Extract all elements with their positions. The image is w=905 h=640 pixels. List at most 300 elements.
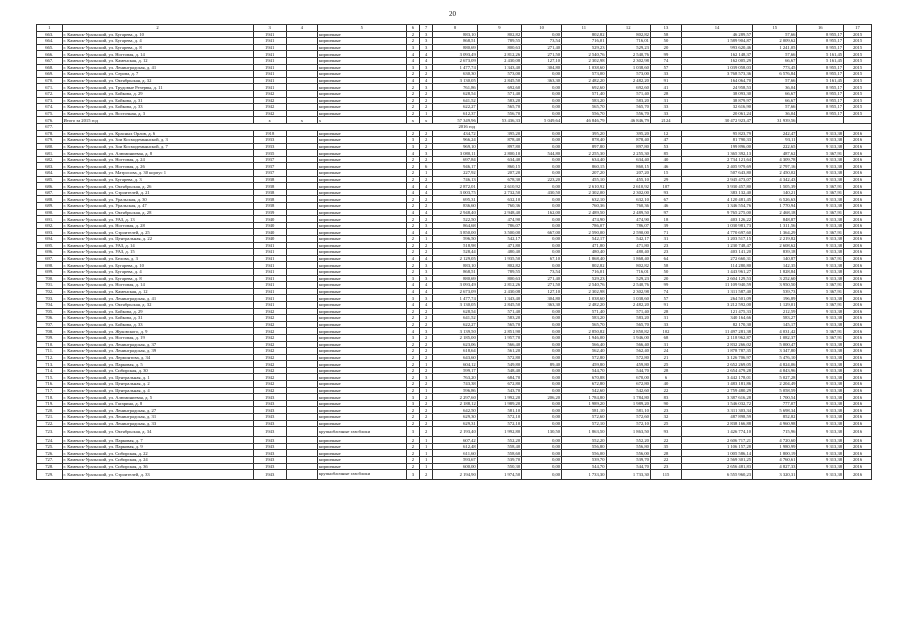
table-cell: 6 (650, 374, 681, 381)
table-cell: 40 (650, 156, 681, 163)
table-cell: 2016 (844, 203, 872, 210)
table-cell: 2016 (844, 470, 872, 480)
table-cell: 573,00 (606, 71, 650, 78)
table-cell: 2 (420, 470, 433, 480)
table-cell: 0,00 (522, 143, 562, 150)
table-cell: г. Каменск-Уральский, ул. Ленинградская, д. 33 (62, 420, 253, 427)
table-cell: 1943 (253, 420, 286, 427)
table-cell: 0,00 (522, 104, 562, 111)
table-cell: 5 367,91 (797, 255, 844, 262)
table-cell: 5 049,64 (522, 117, 562, 124)
table-cell: 2016 (844, 427, 872, 437)
table-cell: 1 946,00 (606, 334, 650, 341)
column-number-header: 9 (477, 25, 521, 32)
table-row (37, 176, 872, 183)
table-cell: 33 (650, 104, 681, 111)
table-cell: 2 450,02 (753, 170, 797, 177)
table-cell: 20 (650, 44, 681, 51)
table-cell: 363,30 (522, 77, 562, 84)
table-cell: кирпичные (317, 170, 406, 177)
table-cell (286, 110, 317, 117)
table-cell: 1941 (253, 275, 286, 282)
table-cell: кирпичные (317, 84, 406, 91)
table-cell: 1 (420, 457, 433, 464)
table-cell: г. Каменск-Уральский, ул. Ногтовая, д. 26 (62, 163, 253, 170)
table-cell: 1 868,40 (562, 255, 606, 262)
table-cell: 474,90 (562, 216, 606, 223)
table-cell: 556,70 (606, 110, 650, 117)
table-cell: 897,80 (477, 143, 521, 150)
column-number-header: 13 (650, 25, 681, 32)
table-cell: 2 604 129,53 (682, 275, 753, 282)
table-cell (286, 170, 317, 177)
table-cell: г. Каменск-Уральский, ул. Октябрьская, д. 26 (62, 183, 253, 190)
table-cell: 140,21 (753, 189, 797, 196)
table-cell: 542,60 (562, 387, 606, 394)
table-cell: 1 868,40 (606, 255, 650, 262)
table-cell: 57,66 (753, 77, 797, 84)
table-cell: 1942 (253, 315, 286, 322)
table-cell: 403 126,22 (682, 216, 753, 223)
table-cell: 1941 (253, 295, 286, 302)
table-cell: 9 313,38 (797, 203, 844, 210)
column-number-header: 10 (522, 25, 562, 32)
table-cell: 2 (406, 387, 419, 394)
table-cell: 558,60 (477, 450, 521, 457)
table-row (37, 321, 872, 328)
table-cell: 641,52 (433, 97, 477, 104)
table-cell: 543,70 (477, 387, 521, 394)
table-cell: 2 (420, 348, 433, 355)
table-cell: 9 313,38 (797, 470, 844, 480)
table-cell: 700. (37, 275, 63, 282)
table-row (37, 117, 872, 124)
table-cell: 2016 (844, 361, 872, 368)
table-cell: 58 (650, 31, 681, 38)
table-cell: 622,27 (433, 321, 477, 328)
table-cell: 2 850,82 (562, 328, 606, 335)
table-cell: 1 038,60 (606, 295, 650, 302)
table-cell: 68 (650, 334, 681, 341)
table-cell: 5 161,45 (797, 77, 844, 84)
table-cell (286, 209, 317, 216)
table-cell: 2016 (844, 137, 872, 144)
table-cell: 2015 (844, 84, 872, 91)
table-cell: 340 164,66 (682, 315, 753, 322)
table-cell: 3 (420, 328, 433, 335)
table-cell: 632,10 (562, 196, 606, 203)
table-cell: кирпичные (317, 57, 406, 64)
column-number-header: 7 (420, 25, 433, 32)
table-cell: 1941 (253, 57, 286, 64)
table-cell: 1 (420, 450, 433, 457)
table-cell: 1941 (253, 71, 286, 78)
table-cell: 2 948,40 (433, 209, 477, 216)
table-cell: 695. (37, 242, 63, 249)
table-cell: 2 219,82 (753, 236, 797, 243)
table-cell: 716,01 (606, 268, 650, 275)
table-cell: кирпичные (317, 64, 406, 71)
table-cell: 4 (406, 189, 419, 196)
table-cell: 53 436,33 (477, 117, 521, 124)
table-cell: 542,60 (606, 387, 650, 394)
table-cell: г. Каменск-Уральский, ул. УАЗ, д. 14 (62, 242, 253, 249)
table-cell: 9 313,38 (797, 387, 844, 394)
table-cell: 714. (37, 367, 63, 374)
table-cell: г. Каменск-Уральский, ул. Матросова, д. 30 корпус 1 (62, 170, 253, 177)
column-number-header: 5 (317, 25, 406, 32)
table-row (37, 341, 872, 348)
table-cell: 2 (406, 97, 419, 104)
table-cell: 1941 (253, 84, 286, 91)
table-cell: 2 482,20 (562, 77, 606, 84)
table-cell: 1 589 904,87 (682, 38, 753, 45)
table-cell: 50 (650, 268, 681, 275)
table-cell: 9 313,38 (797, 400, 844, 407)
table-cell: 708. (37, 328, 63, 335)
table-cell: г. Каменск-Уральский, ул. Алюминиевая, д. 5 (62, 394, 253, 401)
table-cell: 1942 (253, 354, 286, 361)
table-cell: 692,60 (477, 84, 521, 91)
table-cell: 90 (650, 400, 681, 407)
table-cell: 2 (420, 308, 433, 315)
table-cell: 23 (650, 242, 681, 249)
table-cell: 716,01 (606, 38, 650, 45)
table-cell: 8 955,17 (797, 90, 844, 97)
table-cell: 2 (406, 443, 419, 450)
table-cell (286, 308, 317, 315)
table-cell: 66,67 (753, 97, 797, 104)
table-cell: 222,65 (753, 143, 797, 150)
table-cell: 1942 (253, 374, 286, 381)
table-cell: 206,20 (522, 394, 562, 401)
table-cell: 672. (37, 90, 63, 97)
table-cell: 672,80 (562, 381, 606, 388)
table-cell: 583,27 (753, 315, 797, 322)
table-cell: 121 475,33 (682, 308, 753, 315)
table-cell: 0,00 (522, 90, 562, 97)
table-cell: 2016 (844, 354, 872, 361)
table-cell: 5 161,45 (797, 57, 844, 64)
table-cell: 1942 (253, 381, 286, 388)
table-row (37, 414, 872, 421)
table-cell: 2016 (844, 295, 872, 302)
table-cell: 1 343,40 (477, 64, 521, 71)
table-cell: 641,52 (433, 315, 477, 322)
table-cell (797, 117, 844, 124)
table-cell: 395,20 (562, 130, 606, 137)
table-cell: 40 (650, 381, 681, 388)
table-cell: 0,00 (522, 71, 562, 78)
table-cell: 716. (37, 381, 63, 388)
table-cell: г. Каменск-Уральский, ул. Бойкова, д. 33 (62, 104, 253, 111)
table-cell: 5 027,28 (753, 374, 797, 381)
table-cell: 6 (420, 163, 433, 170)
table-cell: 565,70 (477, 104, 521, 111)
table-cell: 57,66 (753, 104, 797, 111)
table-cell (286, 156, 317, 163)
table-cell: 690. (37, 209, 63, 216)
table-cell: 572,80 (477, 354, 521, 361)
table-cell: г. Каменск-Уральский, ул. Сибирская, д. 36 (62, 463, 253, 470)
table-cell: 760,36 (606, 203, 650, 210)
table-cell: 703. (37, 295, 63, 302)
table-cell: 95 823,79 (682, 130, 753, 137)
table-cell: 704. (37, 301, 63, 308)
table-cell: 1 (420, 443, 433, 450)
table-cell: 0,00 (522, 328, 562, 335)
table-cell: 304,80 (522, 295, 562, 302)
table-cell (286, 196, 317, 203)
table-cell (286, 334, 317, 341)
table-cell: 3 387 616,28 (682, 394, 753, 401)
table-cell: 1 733,30 (562, 470, 606, 480)
table-cell: 802,82 (606, 262, 650, 269)
table-cell: 0,00 (522, 348, 562, 355)
table-cell: 223,20 (522, 176, 562, 183)
table-cell: 692,60 (562, 84, 606, 91)
table-cell: 4 031,42 (753, 328, 797, 335)
table-cell: кирпичные (317, 463, 406, 470)
table-cell: 2016 (844, 414, 872, 421)
table-cell: 993 620,46 (682, 44, 753, 51)
table-cell: 716,01 (562, 268, 606, 275)
table-cell: 58 (650, 262, 681, 269)
table-cell: 701. (37, 282, 63, 289)
table-cell: кирпичные (317, 203, 406, 210)
table-cell: кирпичные (317, 328, 406, 335)
table-row (37, 394, 872, 401)
table-cell: 9 313,38 (797, 156, 844, 163)
table-cell: 878,40 (477, 137, 521, 144)
table-cell: 2016 (844, 176, 872, 183)
table-cell (286, 255, 317, 262)
table-cell: 561,20 (477, 348, 521, 355)
table-cell: 3 (420, 295, 433, 302)
table-cell: 550,30 (477, 463, 521, 470)
table-cell: 565,70 (562, 321, 606, 328)
table-cell: 93 (650, 427, 681, 437)
table-cell: 5 367,91 (797, 183, 844, 190)
table-cell: 395,20 (606, 130, 650, 137)
table-cell: 1 784,80 (606, 394, 650, 401)
table-cell: 487,62 (753, 150, 797, 157)
table-cell: 9 313,38 (797, 348, 844, 355)
table-cell: г. Каменск-Уральский, ул. Алюминиевая, д. 8 (62, 150, 253, 157)
table-cell: 746,13 (433, 176, 477, 183)
table-cell: 0,00 (522, 242, 562, 249)
table-cell: 2 (420, 341, 433, 348)
table-cell (286, 361, 317, 368)
table-cell: 691. (37, 216, 63, 223)
table-cell: 5 367,91 (797, 189, 844, 196)
table-row (37, 71, 872, 78)
table-cell: 725. (37, 443, 63, 450)
table-cell: 2 845,50 (477, 77, 521, 84)
table-cell: 2016 (844, 400, 872, 407)
table-cell: 0,00 (522, 222, 562, 229)
table-cell: 9 313,38 (797, 275, 844, 282)
table-cell: г. Каменск-Уральский, ул. Парковая, д. 9 (62, 443, 253, 450)
table-cell: 1939 (253, 209, 286, 216)
table-cell (286, 176, 317, 183)
table-cell: Итого за 2015 год (62, 117, 253, 124)
table-cell: 162 148,37 (682, 51, 753, 58)
table-cell: 2 (420, 321, 433, 328)
table-cell: г. Каменск-Уральский, ул. Парковая, д. 7 (62, 437, 253, 444)
table-cell: 487 898,59 (682, 414, 753, 421)
table-row (37, 470, 872, 480)
table-cell: кирпичные (317, 334, 406, 341)
table-cell: г. Каменск-Уральский, ул. Ленинградская, д. 37 (62, 341, 253, 348)
table-cell: 2 (406, 321, 419, 328)
table-cell: 946,17 (433, 163, 477, 170)
table-cell: кирпичные (317, 275, 406, 282)
table-cell: 2 (406, 381, 419, 388)
table-cell: 24 958,53 (682, 84, 753, 91)
table-cell: 2 (420, 203, 433, 210)
table-cell: кирпичные (317, 457, 406, 464)
table-cell: 2 194,90 (433, 470, 477, 480)
table-cell: 271,50 (522, 51, 562, 58)
table-cell: 2016 (844, 321, 872, 328)
table-cell: г. Каменск-Уральский, ул. Гагарина, д. 8 (62, 400, 253, 407)
table-cell: 9 313,38 (797, 414, 844, 421)
table-cell (286, 420, 317, 427)
table-cell: 848,87 (753, 216, 797, 223)
table-cell: 199 896,00 (682, 143, 753, 150)
table-cell: кирпичные (317, 44, 406, 51)
table-cell: 21 (650, 354, 681, 361)
table-cell: 880,69 (433, 44, 477, 51)
table-cell: 3 (420, 222, 433, 229)
table-cell: 0,00 (522, 308, 562, 315)
table-cell: г. Каменск-Уральский, ул. Бугарева, д. 4 (62, 38, 253, 45)
table-cell: 2 (420, 130, 433, 137)
table-cell: 529,23 (606, 44, 650, 51)
table-cell: г. Каменск-Уральский, ул. Строителей, д. 21 (62, 189, 253, 196)
table-cell: 2124 (650, 117, 681, 124)
table-cell: 664. (37, 38, 63, 45)
table-cell: кирпичные (317, 156, 406, 163)
table-cell: 2 (406, 262, 419, 269)
table-cell: кирпичные (317, 315, 406, 322)
table-cell: 5 161,45 (797, 51, 844, 58)
table-cell: 723. (37, 427, 63, 437)
table-cell: крупноблочные газоблоки (317, 470, 406, 480)
table-cell: 802,82 (477, 262, 521, 269)
table-cell: 2 (420, 156, 433, 163)
table-cell: 2 (420, 315, 433, 322)
table-cell: 0,00 (522, 137, 562, 144)
table-cell: 4 (406, 150, 419, 157)
table-cell: 3 (420, 84, 433, 91)
table-cell: 2 188,12 (433, 400, 477, 407)
table-cell: 2 673,09 (433, 288, 477, 295)
table-cell: 2 482,20 (562, 301, 606, 308)
table-cell: 11 109 940,59 (682, 282, 753, 289)
table-cell: кирпичные (317, 341, 406, 348)
table-cell: 0,00 (522, 470, 562, 480)
table-cell: 4 (406, 288, 419, 295)
table-cell: 1 005 586,14 (682, 450, 753, 457)
table-cell: г. Каменск-Уральский, ул. Белова, д. 3 (62, 255, 253, 262)
table-cell: 1937 (253, 163, 286, 170)
table-cell: 860,15 (606, 163, 650, 170)
table-cell: кирпичные (317, 437, 406, 444)
table-cell: 707. (37, 321, 63, 328)
table-cell: 46 (650, 163, 681, 170)
table-cell: 53 (650, 143, 681, 150)
table-cell: г. Каменск-Уральский, ул. Строителей, д. 33 (62, 470, 253, 480)
table-cell: 2 468,18 (753, 209, 797, 216)
table-cell: 2016 (844, 163, 872, 170)
table-cell: 140,87 (753, 255, 797, 262)
table-cell: 2016 (844, 183, 872, 190)
table-cell: г. Каменск-Уральский, ул. Бугарева, д. 4 (62, 268, 253, 275)
table-row (37, 38, 872, 45)
table-cell: 518,98 (433, 242, 477, 249)
table-cell: 583,20 (477, 315, 521, 322)
column-number-header: 15 (753, 25, 797, 32)
table-cell: 3 311 303,34 (682, 407, 753, 414)
table-cell: 2016 (844, 255, 872, 262)
table-cell: 1 (420, 361, 433, 368)
table-cell (286, 394, 317, 401)
table-cell: г. Каменск-Уральский, ул. Ногтовая, д. 14 (62, 282, 253, 289)
table-cell: 9 313,38 (797, 457, 844, 464)
table-cell: 38 879,97 (682, 97, 753, 104)
table-cell: 697. (37, 255, 63, 262)
table-cell: кирпичные (317, 308, 406, 315)
table-row (37, 90, 872, 97)
table-cell: 2016 (844, 367, 872, 374)
table-cell: 0,00 (522, 97, 562, 104)
table-cell: г. Каменск-Уральский, ул. УАЗ, д. 13 (62, 216, 253, 223)
table-cell: 1942 (253, 97, 286, 104)
table-cell: 542,17 (477, 236, 521, 243)
table-cell: 33 (650, 321, 681, 328)
table-cell: 573,00 (477, 71, 521, 78)
table-cell (286, 301, 317, 308)
table-cell: 544,70 (606, 367, 650, 374)
table-row (37, 216, 872, 223)
table-cell: 2 (420, 414, 433, 421)
table-cell: 1 106 157,28 (682, 443, 753, 450)
table-cell: 38 093,30 (682, 90, 753, 97)
table-row (37, 295, 872, 302)
table-cell: 679. (37, 137, 63, 144)
table-cell: 544,70 (606, 463, 650, 470)
table-cell: 2 851,90 (477, 328, 521, 335)
table-cell: 2 (420, 249, 433, 256)
table-cell: 566,40 (477, 341, 521, 348)
table-cell: 544,70 (562, 367, 606, 374)
table-cell: 3 130,05 (433, 77, 477, 84)
table-cell: 3 (406, 400, 419, 407)
table-cell: 5 367,91 (797, 288, 844, 295)
table-cell: 802,82 (562, 262, 606, 269)
table-cell: 4 (406, 51, 419, 58)
table-cell: 2 (420, 71, 433, 78)
table-cell: 2 610,92 (477, 183, 521, 190)
table-row (37, 334, 872, 341)
table-cell: 1941 (253, 51, 286, 58)
table-cell: 4 (420, 209, 433, 216)
table-cell: 5 367,91 (797, 334, 844, 341)
table-cell: г. Каменск-Уральский, ул. Каменская, д. 12 (62, 288, 253, 295)
table-cell: 883,10 (433, 262, 477, 269)
